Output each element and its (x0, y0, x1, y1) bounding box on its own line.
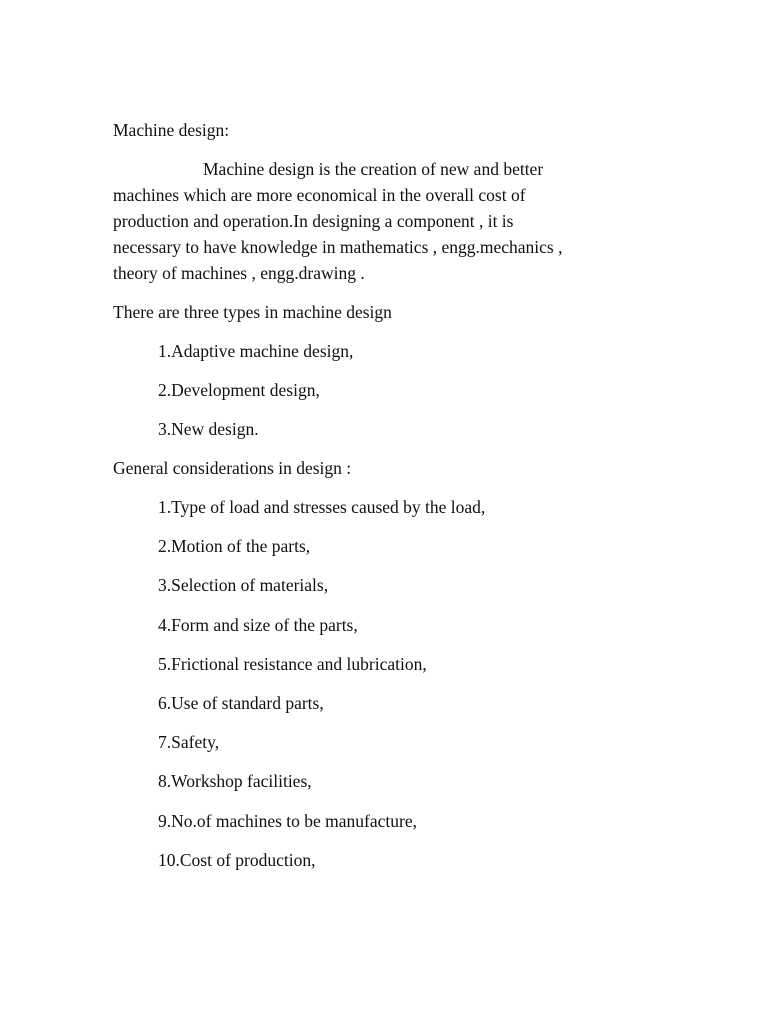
consideration-item-7: 7.Safety, (158, 732, 220, 752)
consideration-item-6: 6.Use of standard parts, (158, 693, 324, 713)
type-item-1: 1.Adaptive machine design, (158, 341, 354, 361)
consideration-item-8: 8.Workshop facilities, (158, 771, 312, 791)
consideration-item-4: 4.Form and size of the parts, (158, 615, 358, 635)
document-title: Machine design: (113, 120, 230, 140)
intro-line-5: theory of machines , engg.drawing . (113, 263, 365, 283)
considerations-heading: General considerations in design : (113, 458, 352, 478)
intro-line-3: production and operation.In designing a component , it is (113, 211, 514, 231)
consideration-item-10: 10.Cost of production, (158, 850, 316, 870)
intro-line-2: machines which are more economical in the overall cost of (113, 185, 526, 205)
type-item-2: 2.Development design, (158, 380, 320, 400)
intro-line-4: necessary to have knowledge in mathematics , engg.mechanics , (113, 237, 563, 257)
consideration-item-1: 1.Type of load and stresses caused by the load, (158, 497, 486, 517)
types-heading: There are three types in machine design (113, 302, 392, 322)
type-item-3: 3.New design. (158, 419, 259, 439)
consideration-item-5: 5.Frictional resistance and lubrication, (158, 654, 427, 674)
consideration-item-3: 3.Selection of materials, (158, 575, 329, 595)
intro-line-1: Machine design is the creation of new and better (203, 159, 544, 179)
consideration-item-9: 9.No.of machines to be manufacture, (158, 811, 418, 831)
consideration-item-2: 2.Motion of the parts, (158, 536, 311, 556)
